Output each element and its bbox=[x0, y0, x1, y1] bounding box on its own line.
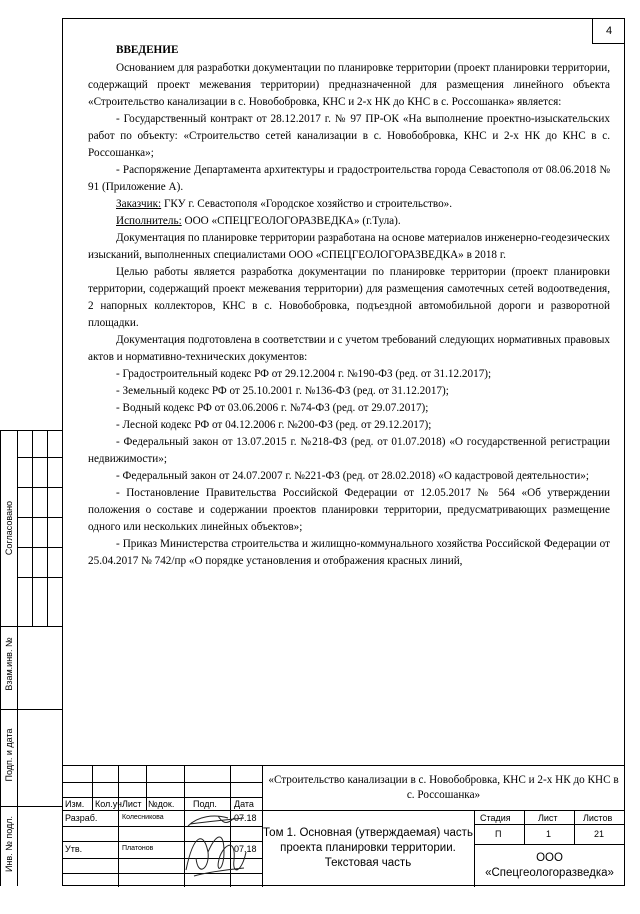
role-developer: Разраб. bbox=[65, 813, 98, 823]
document-body bbox=[88, 42, 610, 570]
col-signature: Подп. bbox=[193, 799, 217, 809]
role-approver: Утв. bbox=[65, 844, 83, 854]
list-item: - Приказ Министерства строительства и жилищно-коммунального хозяйства Российской Федерации от 25.04.2017 № 742/пр «О порядке установления и отображения красных линий, bbox=[88, 538, 610, 567]
section-heading: ВВЕДЕНИЕ bbox=[116, 44, 179, 56]
paragraph-regulations: Документация подготовлена в соответствии и с учетом требований следующих нормативных правовых актов и нормативно-технических документов: bbox=[88, 334, 610, 363]
col-sheet: Лист bbox=[122, 799, 142, 809]
paragraph-survey: Документация по планировке территории разработана на основе материалов инженерно-геодезических изысканий, выполненных специалистами ООО «СПЕЦГЕОЛОГОРАЗВЕДКА» в 2018 г. bbox=[88, 232, 610, 261]
col-change: Изм. bbox=[65, 799, 85, 809]
side-label-signature-date: Подп. и дата bbox=[4, 728, 14, 782]
executor-label: Исполнитель: bbox=[116, 215, 182, 227]
organization bbox=[474, 844, 625, 887]
sheet-header: Лист bbox=[538, 813, 558, 823]
paragraph-basis: Основанием для разработки документации по планировке территории (проект планировки территории, содержащий проект межевания территории) предназначенной для размещения линейного объекта «Строительство канализации в с. Новобобровка, КНС и 2-х НК до КНС в с. Россошанка» является: bbox=[88, 62, 610, 108]
paragraph-executor bbox=[88, 213, 610, 230]
customer-label: Заказчик: bbox=[116, 198, 162, 210]
sheets-value: 21 bbox=[594, 829, 605, 839]
list-item: - Градостроительный кодекс РФ от 29.12.2004 г. №190-ФЗ (ред. от 31.12.2017); bbox=[116, 368, 492, 380]
col-doc-no: №док. bbox=[148, 799, 175, 809]
page-number: 4 bbox=[592, 18, 625, 44]
side-divider bbox=[47, 431, 48, 626]
organization-line2: «Спецгеологоразведка» bbox=[485, 866, 614, 879]
side-stamp-strip bbox=[0, 430, 62, 886]
paragraph-customer bbox=[88, 196, 610, 213]
sheet-value: 1 bbox=[546, 829, 552, 839]
date-approver: 07.18 bbox=[234, 844, 257, 854]
side-label-replaced-inv: Взам.инв. № bbox=[4, 637, 14, 691]
sheets-header: Листов bbox=[583, 813, 613, 823]
side-divider bbox=[17, 517, 63, 518]
side-divider bbox=[17, 431, 18, 886]
side-label-original-inv: Инв. № подл. bbox=[4, 815, 14, 873]
list-item: - Федеральный закон от 24.07.2007 г. №221-ФЗ (ред. от 28.02.2018) «О кадастровой деятельности»; bbox=[116, 470, 589, 482]
list-item: - Постановление Правительства Российской Федерации от 12.05.2017 № 564 «Об утверждении положения о составе и содержании проектов планировки территории, предусматривающих размещение одного или нескольких линейных объектов»; bbox=[88, 487, 610, 533]
customer-value: ГКУ г. Севастополя «Городское хозяйство и строительство». bbox=[161, 198, 453, 210]
date-developer: 07.18 bbox=[234, 813, 257, 823]
side-divider bbox=[17, 457, 63, 458]
paragraph-order: - Распоряжение Департамента архитектуры и градостроительства города Севастополя от 08.06.2018 № 91 (Приложение А). bbox=[88, 164, 610, 193]
signature-image bbox=[184, 812, 250, 884]
paragraph-contract: - Государственный контракт от 28.12.2017 г. № 97 ПР-ОК «На выполнение проектно-изыскательских работ по объекту: «Строительство сетей канализации в с. Новобобровка, КНС и 2-х НК до КНС в с. Россошанка»; bbox=[88, 113, 610, 159]
col-count: Кол.уч bbox=[95, 799, 122, 809]
list-item: - Водный кодекс РФ от 03.06.2006 г. №74-ФЗ (ред. от 29.07.2017); bbox=[116, 402, 429, 414]
stage-value: П bbox=[495, 829, 502, 839]
name-approver: Платонов bbox=[122, 845, 154, 852]
list-item: - Федеральный закон от 13.07.2015 г. №218-ФЗ (ред. от 01.07.2018) «О государственной регистрации недвижимости»; bbox=[88, 436, 610, 465]
document-title: Том 1. Основная (утверждаемая) часть проекта планировки территории. Текстовая часть bbox=[263, 827, 473, 869]
executor-value: ООО «СПЕЦГЕОЛОГОРАЗВЕДКА» (г.Тула). bbox=[181, 215, 401, 227]
side-divider bbox=[17, 487, 63, 488]
col-date: Дата bbox=[234, 799, 254, 809]
list-item: - Земельный кодекс РФ от 25.10.2001 г. №136-ФЗ (ред. от 31.12.2017); bbox=[116, 385, 449, 397]
side-divider bbox=[17, 577, 63, 578]
stage-header: Стадия bbox=[480, 813, 511, 823]
side-label-agreed: Согласовано bbox=[4, 500, 14, 556]
paragraph-goal: Целью работы является разработка документации по планировке территории (проект планировки территории, содержащий проект межевания территории) для размещения самотечных сетей водоотведения, 2 напорных коллекторов, КНС в с. Новобобровка, подъездной автомобильной дороги и разворотной площадки. bbox=[88, 266, 610, 329]
side-divider bbox=[17, 547, 63, 548]
organization-line1: ООО bbox=[536, 851, 563, 864]
side-divider bbox=[32, 431, 33, 626]
list-item: - Лесной кодекс РФ от 04.12.2006 г. №200-ФЗ (ред. от 29.12.2017); bbox=[116, 419, 432, 431]
project-title: «Строительство канализации в с. Новобобровка, КНС и 2-х НК до КНС в с. Россошанка» bbox=[268, 774, 619, 801]
title-block bbox=[62, 765, 625, 886]
name-developer: Колесникова bbox=[122, 814, 164, 821]
